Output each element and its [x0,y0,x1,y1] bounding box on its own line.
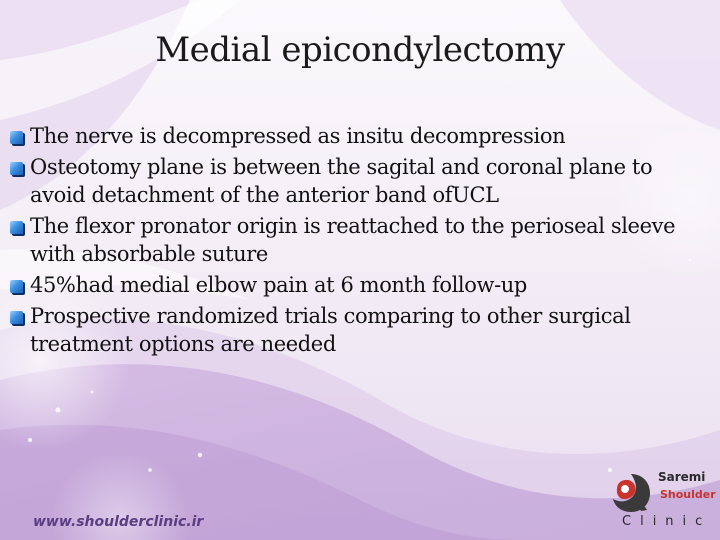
bullet-item [10,212,710,268]
clinic-logo [600,468,720,540]
slide-title: Medial epicondylectomy [155,30,565,70]
bullet-text: Osteotomy plane is between the sagital and coronal plane to avoid detachment of the anterior band of​UCL [30,155,653,207]
logo-text-clinic: Clinic [622,514,712,529]
bullet-item [10,122,710,150]
checkbox-bullet-icon [10,131,23,144]
logo-text-saremi: Saremi [658,470,706,484]
checkbox-bullet-icon [10,162,23,175]
footer-website-link[interactable]: www.shoulderclinic.ir [33,514,204,530]
checkbox-bullet-icon [10,280,23,293]
bullet-text: Prospective randomized trials comparing to other surgical treatment options are needed [30,304,631,356]
bullet-text: The nerve is decompressed as insitu decompression [30,124,566,148]
shoulder-logo-icon [608,470,654,516]
checkbox-bullet-icon [10,221,23,234]
logo-text-shoulder: Shoulder [660,488,716,501]
bullet-item [10,271,710,299]
bullet-item [10,153,710,209]
checkbox-bullet-icon [10,311,23,324]
bullet-text: The flexor pronator origin is reattached to the perioseal sleeve with absorbable suture [30,214,676,266]
bullet-item [10,302,710,358]
bullet-list [10,122,710,361]
bullet-text: 45%had medial elbow pain at 6 month follow-up [30,273,527,297]
